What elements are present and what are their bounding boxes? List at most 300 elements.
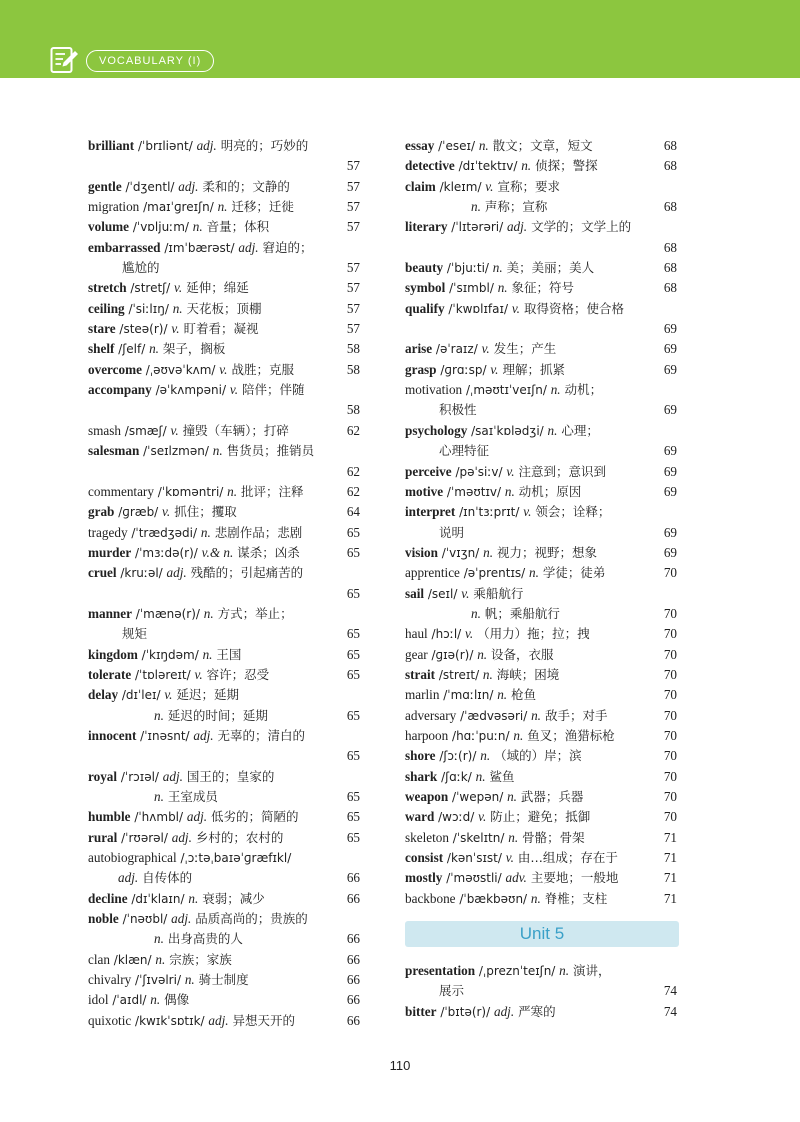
entry-line [405,502,677,522]
phonetic: /ʃɔː(r)/ [435,749,481,764]
part-of-speech: n. [559,963,570,979]
entry-line [405,645,677,665]
headword: bitter [405,1003,437,1019]
phonetic: /ˈeseɪ/ [434,139,479,153]
phonetic: /ʃelf/ [114,342,150,357]
vocab-entry [88,543,360,563]
entry-line [405,380,677,400]
part-of-speech: n. [478,138,489,153]
headword: gentle [88,178,122,194]
page-ref: 65 [346,585,360,601]
vocab-entry [88,319,360,339]
entry-line [88,238,360,258]
headword: vision [405,544,438,560]
meaning: 心理特征 [439,443,490,459]
phonetic: /ˈməʊtɪv/ [443,484,505,499]
meaning: 理解；抓紧 [498,361,565,377]
page-ref: 69 [663,483,677,499]
entry-line [405,665,677,685]
page-ref: 57 [346,199,360,215]
page-ref: 65 [346,789,360,804]
phonetic: /ˈskelɪtn/ [448,830,509,845]
entry-line [88,156,360,176]
entry-line [88,665,360,685]
headword: rural [88,829,118,845]
entry-line [405,136,677,156]
page-ref: 68 [663,280,677,296]
part-of-speech: v. [174,280,183,296]
vocab-entry [88,360,360,380]
entry-line [88,543,360,563]
part-of-speech: n. [507,789,517,804]
page-ref: 70 [663,626,677,642]
phonetic: /ɪnˈtɜːprɪt/ [455,505,524,520]
phonetic: /dɪˈtektɪv/ [454,159,522,174]
entry-line [88,563,360,583]
page-ref: 65 [346,544,360,560]
headword: delay [88,687,119,703]
entry-line [88,787,360,807]
page-ref: 68 [663,239,677,255]
part-of-speech: n. [154,931,164,947]
part-of-speech: n. [212,443,223,459]
phonetic: /ˈædvəsəri/ [456,708,532,723]
part-of-speech: n. [155,951,166,967]
headword: embarrassed [88,239,161,255]
vocab-entry [88,299,360,319]
headword: chivalry [88,972,132,988]
vocab-entry [405,299,677,340]
meaning: 延迟的时间；延期 [163,707,268,723]
headword: interpret [405,504,456,520]
headword: backbone [405,890,456,906]
meaning: 乘船航行 [469,585,524,601]
meaning: 鱼叉；渔猎标枪 [523,727,615,743]
headword: motive [405,483,444,499]
vocab-entry [88,950,360,970]
page-ref: 68 [663,158,677,174]
phonetic: /hɔːl/ [427,627,466,642]
phonetic: /ˈwepən/ [448,790,508,804]
headword: volume [88,219,130,235]
vocab-entry [405,767,677,787]
vocab-entry [405,706,677,726]
headword: grasp [405,361,437,377]
meaning: 严寒的 [514,1003,556,1019]
phonetic: /ˈɪnəsnt/ [136,728,194,743]
page-ref: 65 [346,748,360,764]
meaning: 批评；注释 [237,483,304,499]
entry-line [88,624,360,644]
vocab-entry [405,624,677,644]
vocab-entry [405,665,677,685]
meaning: 王国 [212,646,242,662]
headword: shore [405,748,436,764]
meaning: 方式；举止； [213,605,293,621]
headword: presentation [405,963,476,979]
page-ref: 69 [663,341,677,357]
meaning: 品质高尚的；贵族的 [191,911,308,927]
headword: kingdom [88,646,138,662]
part-of-speech: adj. [178,178,199,194]
meaning: 延伸；绵延 [182,280,249,296]
phonetic: /ˌəʊvəˈkʌm/ [141,362,220,377]
headword: apprentice [405,565,460,581]
page-ref: 71 [663,870,677,886]
meaning: 规矩 [122,626,148,642]
page-ref: 68 [663,199,677,215]
phonetic: /ˌməʊtɪˈveɪʃn/ [462,383,551,398]
entry-line [88,889,360,909]
part-of-speech: adj. [118,870,139,886]
page-ref: 62 [346,463,360,479]
entry-line [88,136,360,156]
vocab-entry [405,543,677,563]
meaning: 战胜；克服 [227,361,294,377]
page-ref: 57 [346,178,360,194]
phonetic: /ˈkɪŋdəm/ [137,647,203,662]
vocab-entry [405,258,677,278]
vocab-entry [88,828,360,848]
phonetic: /ˈbrɪliənt/ [134,139,197,153]
headword: noble [88,911,119,927]
headword: detective [405,158,455,174]
meaning: 象征；符号 [507,280,575,296]
phonetic: /əˈraɪz/ [432,342,482,357]
headword: grab [88,504,115,520]
meaning: 散文；文章，短文 [488,138,593,153]
meaning: 防止；避免；抵御 [486,809,591,825]
meaning: 帆；乘船航行 [480,605,560,621]
headword: claim [405,178,436,194]
part-of-speech: v. [490,361,499,377]
entry-line [405,848,677,868]
vocab-entry [88,604,360,645]
entry-line [88,502,360,522]
part-of-speech: v. [485,178,494,194]
vocab-entry [405,685,677,705]
meaning: 侦探；警探 [531,158,598,174]
phonetic: /stretʃ/ [126,281,175,296]
phonetic: /kleɪm/ [435,179,486,194]
phonetic: /ˈbjuːti/ [443,261,493,276]
entry-line [405,889,677,909]
vocab-entry [405,156,677,176]
headword: strait [405,666,436,682]
right-column [405,136,677,1022]
phonetic: /dɪˈklaɪn/ [127,891,189,906]
headword: haul [405,626,428,642]
phonetic: /ˈkwɒlɪfaɪ/ [444,301,512,316]
entry-line [405,563,677,583]
headword: manner [88,605,132,621]
headword: mostly [405,870,443,886]
page-ref: 66 [346,951,360,967]
meaning: 学徒；徒弟 [538,565,606,581]
part-of-speech: n. [482,666,493,682]
meaning: 售货员；推销员 [222,443,315,459]
entry-line [88,197,360,217]
meaning: 容许；忍受 [202,666,270,682]
entry-line [88,380,360,400]
page-ref: 69 [663,443,677,459]
meaning: 注意到；意识到 [514,463,607,479]
vocab-entry [405,746,677,766]
vocab-entry [405,726,677,746]
phonetic: /ɡrɑːsp/ [436,362,491,377]
page-ref: 65 [346,829,360,845]
page-ref: 69 [663,321,677,337]
entry-line [88,706,360,726]
entry-line [405,523,677,543]
meaning: 宗族；家族 [165,951,232,967]
headword: autobiographical [88,850,177,866]
entry-line [88,868,360,888]
meaning: 残酷的；引起痛苦的 [186,565,304,581]
entry-line [88,523,360,543]
phonetic: /ˈsiːlɪŋ/ [124,301,173,316]
page-ref: 65 [346,707,360,723]
headword: accompany [88,382,152,398]
section-label-pill [86,50,214,72]
meaning: 文学的；文学上的 [527,219,632,235]
entry-line [88,482,360,502]
page-ref: 71 [663,890,677,906]
entry-line [405,584,677,604]
entry-line [405,197,677,217]
page-ref: 74 [663,983,677,999]
meaning: 尴尬的 [122,260,160,276]
meaning: 展示 [439,983,465,999]
entry-line [88,929,360,949]
meaning: 自传体的 [138,870,193,886]
meaning: 宣称；要求 [493,178,560,194]
headword: brilliant [88,138,135,153]
part-of-speech: adj. [196,138,217,153]
phonetic: /əˈprentɪs/ [459,566,530,581]
part-of-speech: v. [478,809,487,825]
phonetic: /ɡræb/ [114,505,163,520]
part-of-speech: n. [149,341,159,357]
vocab-entry [88,136,360,177]
part-of-speech: n. [154,707,164,723]
page-ref: 70 [663,768,677,784]
vocab-entry [405,462,677,482]
entry-line [88,360,360,380]
phonetic: /hɑːˈpuːn/ [448,728,514,743]
phonetic: /ˈkɒməntri/ [153,484,228,499]
part-of-speech: v. [229,382,238,398]
meaning: 声称；宣称 [480,199,548,215]
part-of-speech: n. [531,707,541,723]
section-label: VOCABULARY (I) [99,55,202,67]
vocab-entry [88,502,360,522]
phonetic: /ˈmænə(r)/ [131,606,204,621]
part-of-speech: n. [530,890,541,906]
headword: salesman [88,443,140,459]
phonetic: /ˌɔːtəˌbaɪəˈɡræfɪkl/ [176,851,292,866]
page-ref: 65 [346,524,360,540]
page-ref: 70 [663,666,677,682]
part-of-speech: v. [461,585,470,601]
vocab-entry [405,177,677,218]
entry-line [405,238,677,258]
headword: stretch [88,280,127,296]
page-ref: 70 [663,646,677,662]
entry-line [405,807,677,827]
headword: commentary [88,483,154,499]
phonetic: /pəˈsiːv/ [451,464,507,479]
part-of-speech: n. [483,544,493,560]
vocab-entry [405,848,677,868]
part-of-speech: adj. [166,565,187,581]
vocab-entry [88,889,360,909]
entry-line [88,604,360,624]
phonetic: /ˈnəʊbl/ [118,912,172,927]
phonetic: /ˈrʊərəl/ [117,830,172,845]
phonetic: /ˈrɔɪəl/ [117,769,163,784]
entry-line [88,685,360,705]
page-number: 110 [389,1058,411,1073]
phonetic: /ɪmˈbærəst/ [160,240,239,255]
page-ref: 57 [346,158,360,174]
headword: idol [88,992,109,1008]
entry-line [88,177,360,197]
phonetic: /ˈbɪtə(r)/ [436,1004,494,1019]
entry-line [405,319,677,339]
entry-line [405,299,677,319]
meaning: 天花板；顶棚 [182,300,262,316]
entry-line [405,868,677,888]
headword: qualify [405,300,445,316]
part-of-speech: n. [480,748,491,764]
page-ref: 66 [346,870,360,886]
headword: royal [88,768,118,784]
headword: murder [88,544,132,560]
headword: essay [405,138,435,153]
entry-line [88,421,360,441]
entry-line [405,726,677,746]
part-of-speech: adj. [506,219,528,235]
meaning: 积极性 [439,402,477,418]
entry-line [405,400,677,420]
headword: psychology [405,422,468,438]
phonetic: /streɪt/ [435,667,483,682]
meaning: 低劣的；简陋的 [207,809,299,825]
entry-line [405,787,677,807]
meaning: 偶像 [160,992,190,1008]
vocab-entry [405,482,677,502]
entry-line [405,482,677,502]
part-of-speech: n. [471,199,481,215]
vocab-entry [88,217,360,237]
part-of-speech: n. [521,158,532,174]
entry-line [405,278,677,298]
entry-line [88,299,360,319]
meaning: 敌手；对手 [540,707,608,723]
part-of-speech: v. [170,422,179,438]
meaning: 悲剧作品；悲剧 [210,524,303,540]
page-ref: 64 [346,504,360,520]
vocab-entry [88,177,360,197]
meaning: 明亮的；巧妙的 [216,138,309,153]
vocab-entry [405,136,677,156]
part-of-speech: v. [505,850,514,866]
part-of-speech: v. [219,361,228,377]
page-ref: 66 [346,972,360,988]
unit-heading: Unit 5 [519,923,565,943]
headword: shark [405,768,438,784]
phonetic: /əˈkʌmpəni/ [151,383,230,398]
meaning: 心理； [557,422,599,438]
part-of-speech: n. [508,829,519,845]
meaning: 撞毁（车辆）；打碎 [178,422,289,438]
page-ref: 58 [346,341,360,357]
vocab-entry [88,848,360,889]
meaning: 武器；兵器 [516,789,584,804]
headword: quixotic [88,1012,132,1028]
page-ref: 68 [663,138,677,153]
phonetic: /steə(r)/ [115,322,172,337]
left-column [88,136,360,1031]
part-of-speech: n. [477,646,488,662]
page-ref: 57 [346,321,360,337]
entry-line [405,961,677,981]
vocab-entry [405,563,677,583]
part-of-speech: n. [497,687,508,703]
phonetic: /ˈʃɪvəlri/ [131,973,185,988]
meaning: 动机；原因 [514,483,582,499]
part-of-speech: n. [202,646,213,662]
page-ref: 57 [346,300,360,316]
page-ref: 70 [663,687,677,703]
page-ref: 70 [663,605,677,621]
page-ref: 68 [663,260,677,276]
meaning: 出身高贵的人 [163,931,243,947]
vocab-entry [88,970,360,990]
vocab-entry [405,961,677,1002]
vocab-entry [88,645,360,665]
meaning: 架子，搁板 [158,341,226,357]
headword: symbol [405,280,446,296]
phonetic: /dɪˈleɪ/ [118,688,165,703]
headword: motivation [405,382,463,398]
part-of-speech: v. [481,341,490,357]
headword: cruel [88,565,117,581]
page-ref: 66 [346,890,360,906]
entry-line [88,584,360,604]
meaning: 异想天开的 [228,1012,296,1028]
entry-line [88,339,360,359]
page-ref: 65 [346,666,360,682]
page-ref: 69 [663,524,677,540]
part-of-speech: adj. [208,1012,229,1028]
page-ref: 65 [346,809,360,825]
meaning: 骨骼；骨架 [518,829,585,845]
page-ref: 58 [346,361,360,377]
headword: tolerate [88,666,132,682]
entry-line [405,360,677,380]
part-of-speech: n. [227,483,238,499]
vocab-entry [88,238,360,279]
vocab-entry [88,278,360,298]
part-of-speech: adj. [193,727,214,743]
entry-line [88,217,360,237]
entry-line [88,828,360,848]
meaning: 设备，衣服 [487,646,554,662]
vocab-entry [405,421,677,462]
entry-line [405,177,677,197]
